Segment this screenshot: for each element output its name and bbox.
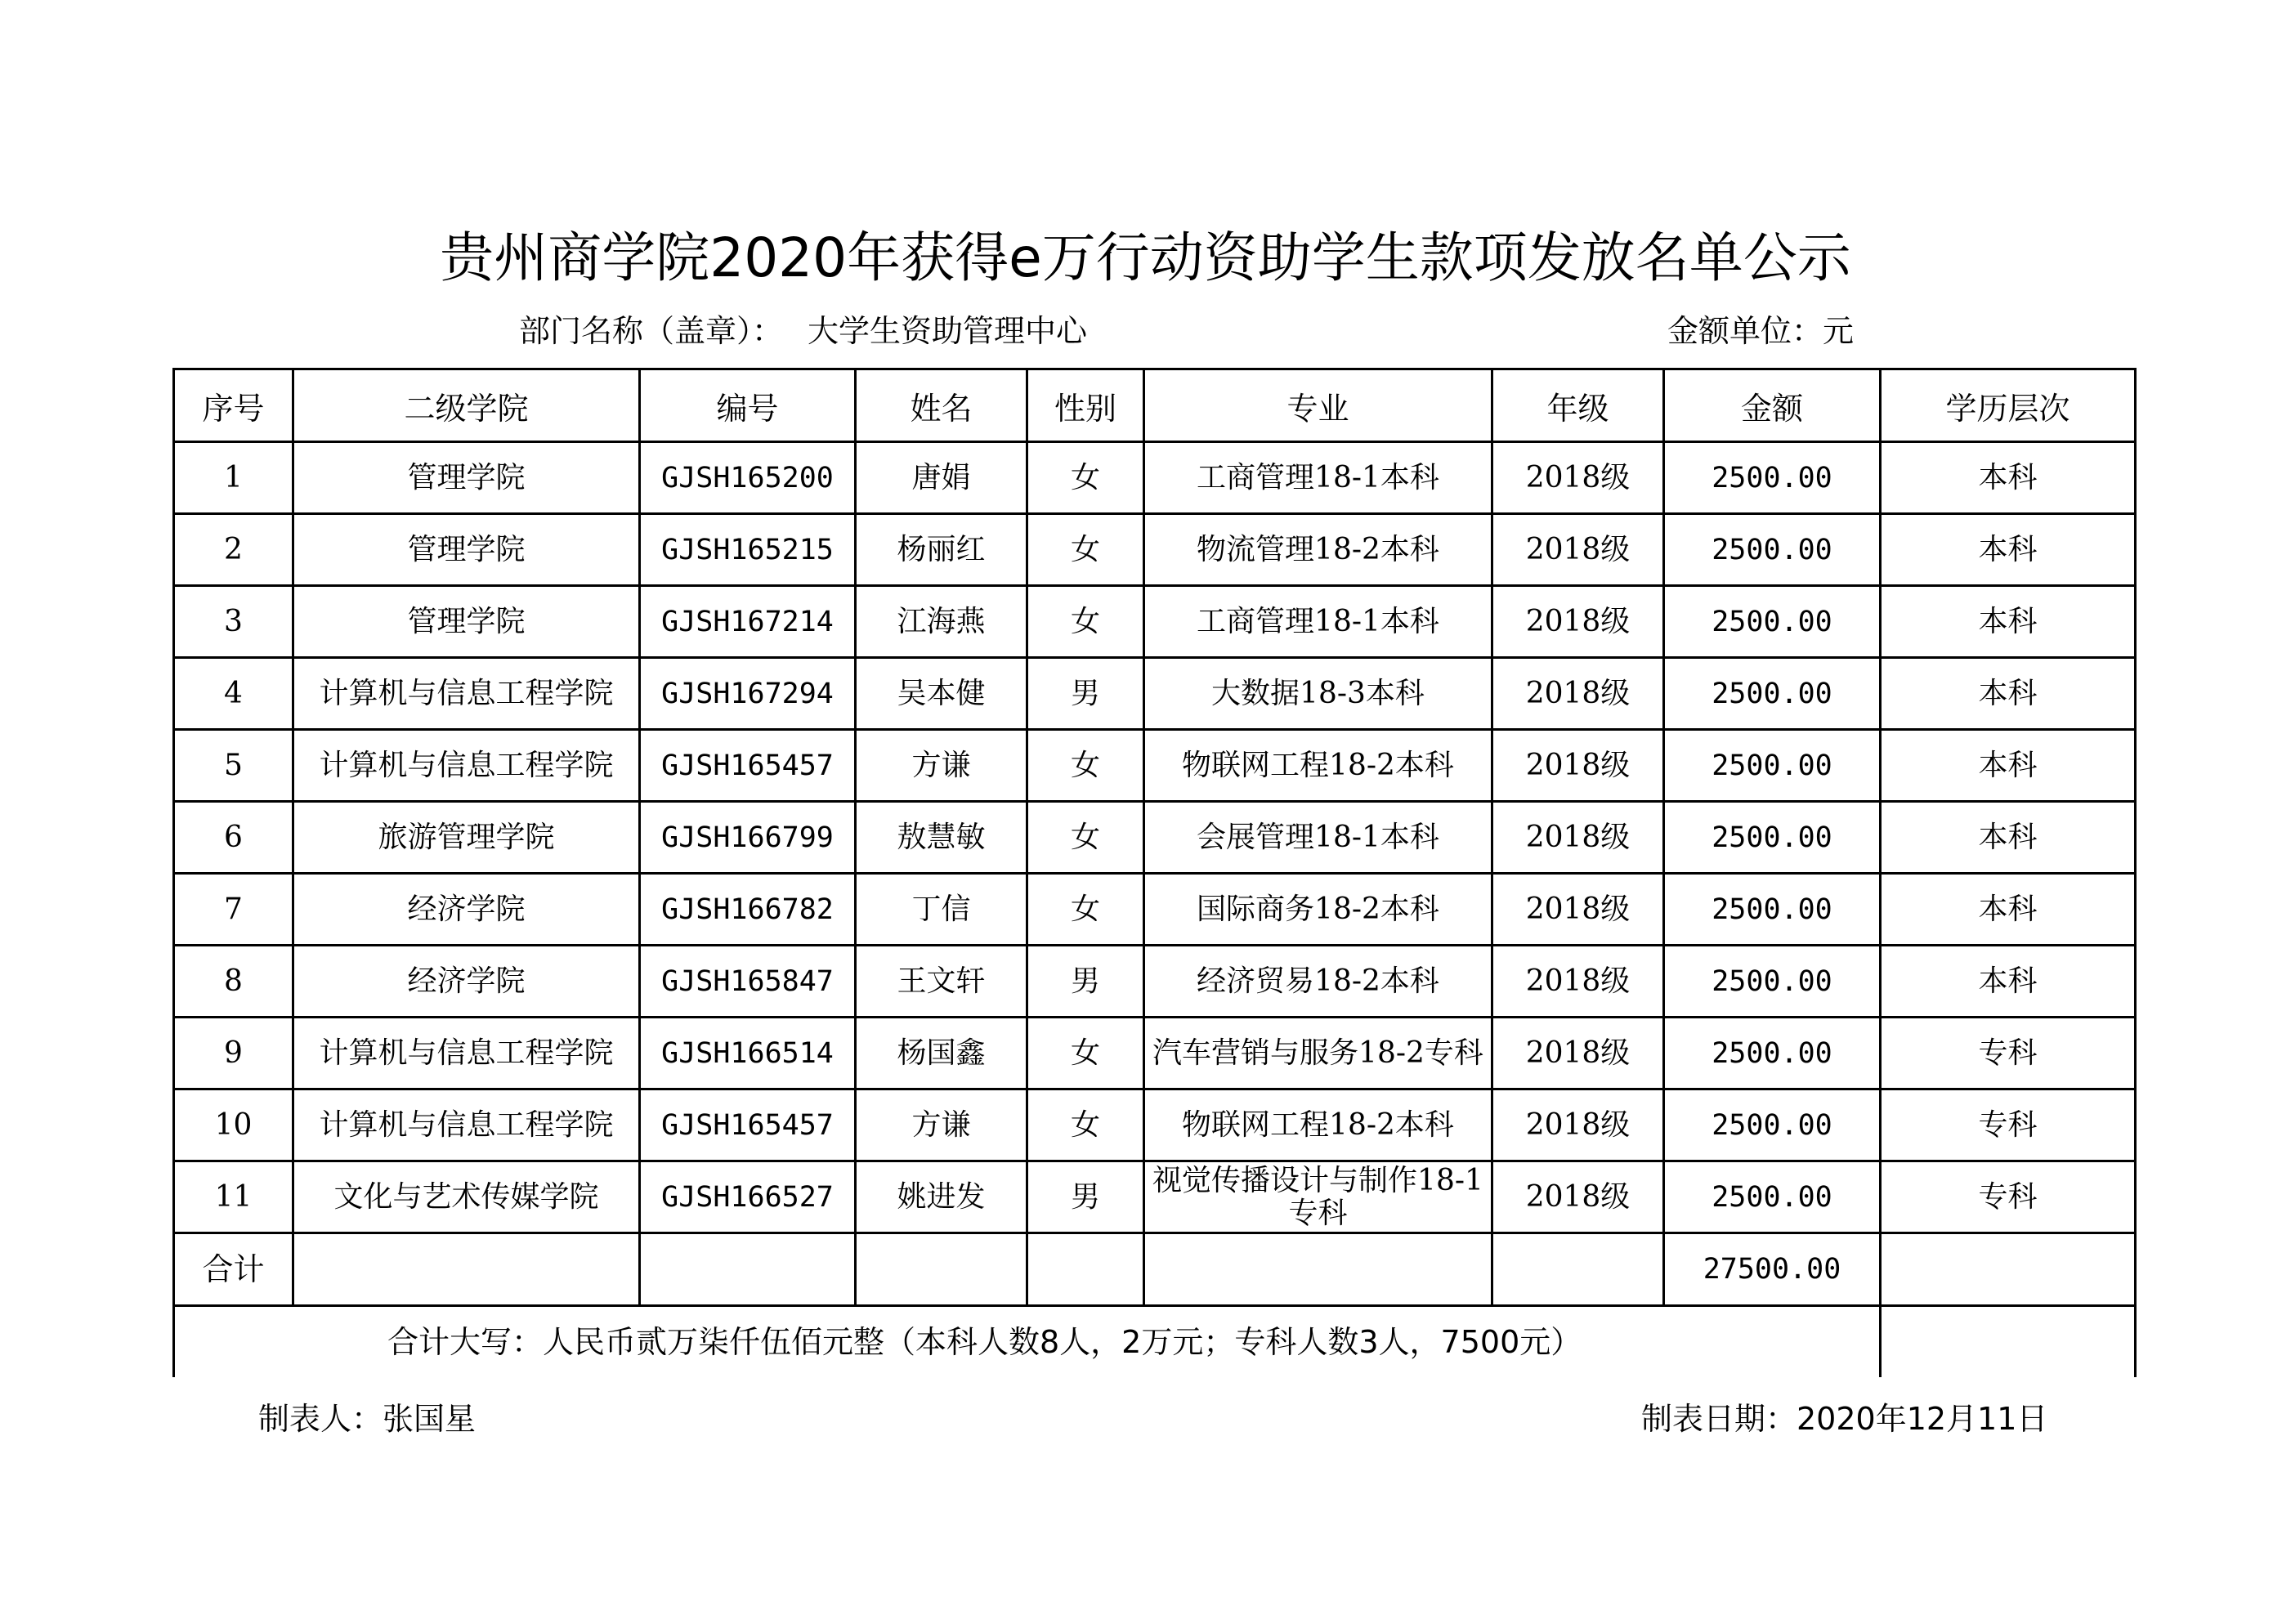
total-upper-row (174, 1306, 2136, 1378)
cell-name: 王文轩 (856, 946, 1027, 1018)
cell-grade: 2018级 (1492, 586, 1664, 658)
cell-major: 工商管理18-1本科 (1144, 442, 1492, 514)
cell-major: 经济贸易18-2本科 (1144, 946, 1492, 1018)
cell-id: GJSH166514 (640, 1018, 856, 1089)
total-empty-cell (1881, 1233, 2136, 1306)
table-header-row (174, 369, 2136, 442)
cell-no: 7 (174, 874, 293, 946)
header-gender: 性别 (1027, 369, 1144, 442)
cell-id: GJSH167294 (640, 658, 856, 730)
cell-no: 5 (174, 730, 293, 802)
cell-no: 6 (174, 802, 293, 874)
cell-gender: 女 (1027, 1018, 1144, 1089)
department-value: 大学生资助管理中心 (808, 313, 1088, 349)
cell-gender: 女 (1027, 586, 1144, 658)
total-upper-text: 合计大写：人民币贰万柒仟伍佰元整（本科人数8人，2万元；专科人数3人，7500元） (174, 1306, 1881, 1378)
header-grade: 年级 (1492, 369, 1664, 442)
cell-no: 9 (174, 1018, 293, 1089)
cell-id: GJSH165847 (640, 946, 856, 1018)
table-row (174, 442, 2136, 514)
cell-level: 本科 (1881, 946, 2136, 1018)
cell-grade: 2018级 (1492, 874, 1664, 946)
cell-amount: 2500.00 (1664, 442, 1881, 514)
cell-major: 物流管理18-2本科 (1144, 514, 1492, 586)
cell-grade: 2018级 (1492, 658, 1664, 730)
cell-grade: 2018级 (1492, 1089, 1664, 1161)
header-level: 学历层次 (1881, 369, 2136, 442)
cell-name: 方谦 (856, 730, 1027, 802)
cell-college: 计算机与信息工程学院 (293, 1089, 640, 1161)
header-no: 序号 (174, 369, 293, 442)
table-row (174, 1089, 2136, 1161)
total-label: 合计 (174, 1233, 293, 1306)
cell-gender: 女 (1027, 730, 1144, 802)
total-empty-cell (856, 1233, 1027, 1306)
cell-major: 工商管理18-1本科 (1144, 586, 1492, 658)
cell-level: 本科 (1881, 442, 2136, 514)
cell-amount: 2500.00 (1664, 802, 1881, 874)
cell-major: 大数据18-3本科 (1144, 658, 1492, 730)
cell-name: 吴本健 (856, 658, 1027, 730)
cell-amount: 2500.00 (1664, 1018, 1881, 1089)
cell-college: 管理学院 (293, 514, 640, 586)
table-maker: 制表人：张国星 (258, 1401, 477, 1437)
table-row (174, 946, 2136, 1018)
department-line (519, 306, 1087, 351)
cell-level: 本科 (1881, 514, 2136, 586)
payment-table (172, 368, 2137, 1377)
cell-amount: 2500.00 (1664, 946, 1881, 1018)
cell-grade: 2018级 (1492, 1018, 1664, 1089)
cell-level: 本科 (1881, 658, 2136, 730)
header-amount: 金额 (1664, 369, 1881, 442)
cell-gender: 男 (1027, 946, 1144, 1018)
cell-college: 管理学院 (293, 586, 640, 658)
cell-gender: 女 (1027, 874, 1144, 946)
cell-grade: 2018级 (1492, 514, 1664, 586)
cell-id: GJSH165457 (640, 1089, 856, 1161)
cell-name: 敖慧敏 (856, 802, 1027, 874)
header-college: 二级学院 (293, 369, 640, 442)
cell-no: 8 (174, 946, 293, 1018)
cell-gender: 女 (1027, 514, 1144, 586)
table-row (174, 802, 2136, 874)
cell-amount: 2500.00 (1664, 586, 1881, 658)
total-row (174, 1233, 2136, 1306)
cell-id: GJSH165457 (640, 730, 856, 802)
table-row (174, 1161, 2136, 1233)
table-row (174, 730, 2136, 802)
cell-id: GJSH165200 (640, 442, 856, 514)
cell-major: 视觉传播设计与制作18-1专科 (1144, 1161, 1492, 1233)
total-empty-cell (640, 1233, 856, 1306)
cell-no: 4 (174, 658, 293, 730)
cell-no: 3 (174, 586, 293, 658)
total-empty-cell (1492, 1233, 1664, 1306)
header-name: 姓名 (856, 369, 1027, 442)
cell-amount: 2500.00 (1664, 1161, 1881, 1233)
table-date: 制表日期：2020年12月11日 (1641, 1401, 2048, 1437)
cell-level: 专科 (1881, 1089, 2136, 1161)
cell-no: 11 (174, 1161, 293, 1233)
cell-major: 汽车营销与服务18-2专科 (1144, 1018, 1492, 1089)
cell-level: 专科 (1881, 1018, 2136, 1089)
cell-name: 方谦 (856, 1089, 1027, 1161)
cell-level: 专科 (1881, 1161, 2136, 1233)
cell-amount: 2500.00 (1664, 730, 1881, 802)
table-row (174, 874, 2136, 946)
cell-level: 本科 (1881, 802, 2136, 874)
cell-name: 姚进发 (856, 1161, 1027, 1233)
cell-amount: 2500.00 (1664, 1089, 1881, 1161)
total-empty-cell (293, 1233, 640, 1306)
cell-college: 计算机与信息工程学院 (293, 730, 640, 802)
cell-id: GJSH166782 (640, 874, 856, 946)
cell-major: 物联网工程18-2本科 (1144, 1089, 1492, 1161)
cell-grade: 2018级 (1492, 730, 1664, 802)
document-title: 贵州商学院2020年获得e万行动资助学生款项发放名单公示 (440, 226, 1851, 289)
total-upper-empty-cell (1881, 1306, 2136, 1378)
cell-name: 丁信 (856, 874, 1027, 946)
table-row (174, 586, 2136, 658)
total-empty-cell (1144, 1233, 1492, 1306)
total-amount: 27500.00 (1664, 1233, 1881, 1306)
cell-grade: 2018级 (1492, 442, 1664, 514)
cell-major: 物联网工程18-2本科 (1144, 730, 1492, 802)
table-row (174, 1018, 2136, 1089)
cell-no: 10 (174, 1089, 293, 1161)
total-empty-cell (1027, 1233, 1144, 1306)
cell-level: 本科 (1881, 586, 2136, 658)
table-row (174, 514, 2136, 586)
cell-major: 国际商务18-2本科 (1144, 874, 1492, 946)
cell-id: GJSH165215 (640, 514, 856, 586)
cell-grade: 2018级 (1492, 946, 1664, 1018)
cell-name: 江海燕 (856, 586, 1027, 658)
cell-grade: 2018级 (1492, 802, 1664, 874)
header-major: 专业 (1144, 369, 1492, 442)
cell-major: 会展管理18-1本科 (1144, 802, 1492, 874)
cell-college: 经济学院 (293, 946, 640, 1018)
cell-amount: 2500.00 (1664, 874, 1881, 946)
cell-amount: 2500.00 (1664, 514, 1881, 586)
cell-id: GJSH166799 (640, 802, 856, 874)
cell-college: 文化与艺术传媒学院 (293, 1161, 640, 1233)
cell-college: 计算机与信息工程学院 (293, 1018, 640, 1089)
cell-id: GJSH166527 (640, 1161, 856, 1233)
amount-unit: 金额单位：元 (1667, 313, 1855, 349)
cell-name: 唐娟 (856, 442, 1027, 514)
header-id: 编号 (640, 369, 856, 442)
cell-gender: 男 (1027, 1161, 1144, 1233)
department-label: 部门名称（盖章）： (519, 313, 784, 349)
cell-gender: 女 (1027, 802, 1144, 874)
cell-college: 旅游管理学院 (293, 802, 640, 874)
cell-no: 2 (174, 514, 293, 586)
cell-college: 经济学院 (293, 874, 640, 946)
cell-no: 1 (174, 442, 293, 514)
cell-name: 杨丽红 (856, 514, 1027, 586)
cell-amount: 2500.00 (1664, 658, 1881, 730)
cell-gender: 女 (1027, 442, 1144, 514)
cell-name: 杨国鑫 (856, 1018, 1027, 1089)
cell-id: GJSH167214 (640, 586, 856, 658)
cell-gender: 男 (1027, 658, 1144, 730)
table-row (174, 658, 2136, 730)
cell-college: 管理学院 (293, 442, 640, 514)
cell-level: 本科 (1881, 730, 2136, 802)
cell-gender: 女 (1027, 1089, 1144, 1161)
cell-level: 本科 (1881, 874, 2136, 946)
cell-college: 计算机与信息工程学院 (293, 658, 640, 730)
cell-grade: 2018级 (1492, 1161, 1664, 1233)
